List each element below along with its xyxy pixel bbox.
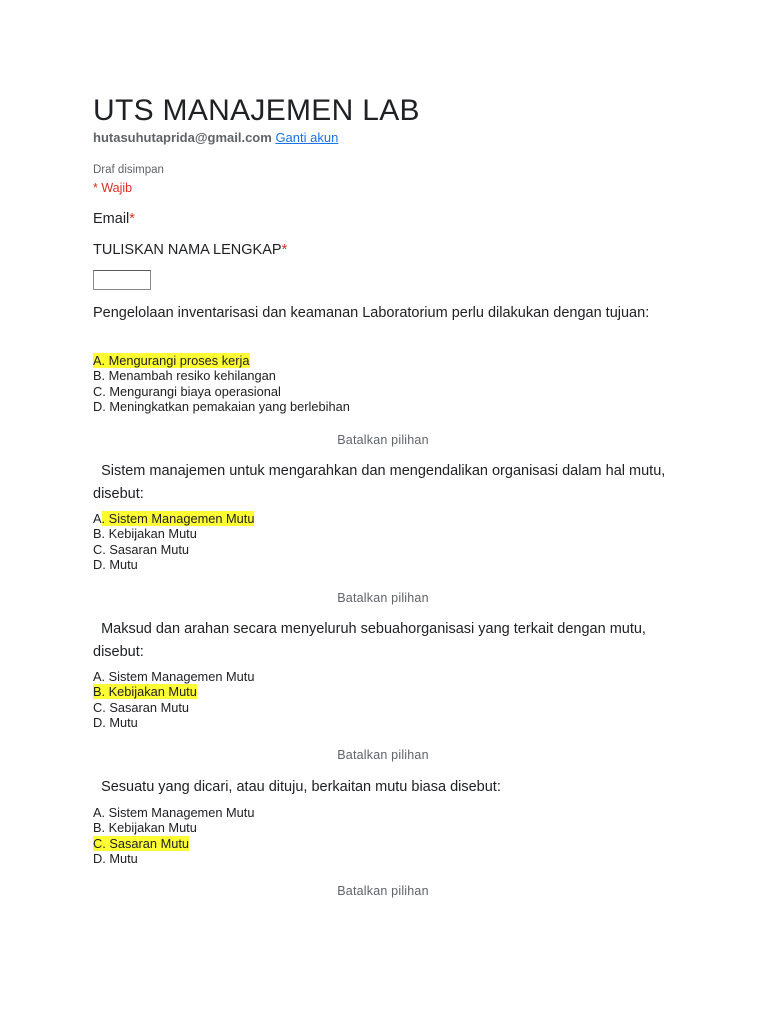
option-label: D. Mutu — [93, 850, 138, 866]
option-label-selected: C. Sasaran Mutu — [93, 835, 190, 851]
question-3-text: Maksud dan arahan secara menyeluruh sebuahorganisasi yang terkait dengan mutu, disebut: — [93, 621, 650, 660]
option-label: D. Mutu — [93, 714, 138, 730]
clear-selection-button[interactable]: Batalkan pilihan — [337, 591, 429, 605]
option-label: B. Kebijakan Mutu — [93, 820, 197, 836]
option-item[interactable] — [93, 700, 254, 715]
question-3-options — [93, 669, 254, 730]
option-label: C. Sasaran Mutu — [93, 699, 190, 715]
option-label-selected: . Sistem Managemen Mutu — [101, 511, 255, 526]
option-item[interactable] — [93, 820, 254, 835]
question-1-options — [93, 353, 350, 414]
option-item[interactable] — [93, 715, 254, 730]
option-label-selected: B. Kebijakan Mutu — [93, 684, 197, 700]
option-item[interactable] — [93, 542, 254, 557]
question-4-options — [93, 805, 254, 866]
option-item[interactable] — [93, 368, 350, 383]
option-label: B. Kebijakan Mutu — [93, 526, 197, 542]
option-item[interactable] — [93, 353, 350, 368]
option-item[interactable] — [93, 557, 254, 572]
option-item[interactable] — [93, 399, 350, 414]
option-label-selected: A. Mengurangi proses kerja — [93, 353, 250, 368]
form-title: UTS MANAJEMEN LAB — [93, 94, 420, 127]
email-label-text: Email — [93, 211, 130, 227]
option-label: A. Sistem Managemen Mutu — [93, 805, 255, 820]
name-required-star: * — [281, 242, 288, 258]
name-label-text: TULISKAN NAMA LENGKAP — [93, 242, 282, 258]
question-1-text: Pengelolaan inventarisasi dan keamanan Laboratorium perlu dilakukan dengan tujuan: — [93, 305, 650, 321]
option-item[interactable] — [93, 511, 254, 526]
switch-account-link[interactable]: Ganti akun — [275, 130, 339, 145]
full-name-input[interactable] — [93, 270, 151, 290]
email-label — [93, 211, 135, 227]
option-item[interactable] — [93, 805, 254, 820]
option-prefix: A — [93, 511, 102, 526]
option-label: B. Menambah resiko kehilangan — [93, 368, 276, 384]
question-2-options — [93, 511, 254, 572]
option-item[interactable] — [93, 669, 254, 684]
account-email: hutasuhutaprida@gmail.com — [93, 130, 272, 145]
option-label: D. Meningkatkan pemakaian yang berlebihan — [93, 398, 350, 414]
name-label — [93, 242, 287, 258]
option-item[interactable] — [93, 384, 350, 399]
option-item[interactable] — [93, 836, 254, 851]
account-bar — [93, 130, 338, 145]
clear-selection-button[interactable]: Batalkan pilihan — [337, 748, 429, 762]
draft-status: Draf disimpan — [93, 164, 164, 176]
question-2-text: Sistem manajemen untuk mengarahkan dan mengendalikan organisasi dalam hal mutu, disebut: — [93, 463, 670, 502]
email-required-star: * — [129, 211, 135, 227]
question-4-text: Sesuatu yang dicari, atau dituju, berkaitan mutu biasa disebut: — [93, 779, 501, 795]
option-label: A. Sistem Managemen Mutu — [93, 669, 255, 684]
option-label: C. Sasaran Mutu — [93, 541, 190, 557]
option-item[interactable] — [93, 526, 254, 541]
clear-selection-button[interactable]: Batalkan pilihan — [337, 884, 429, 898]
clear-selection-button[interactable]: Batalkan pilihan — [337, 433, 429, 447]
option-label: C. Mengurangi biaya operasional — [93, 383, 281, 399]
option-item[interactable] — [93, 851, 254, 866]
option-label: D. Mutu — [93, 556, 138, 572]
option-item[interactable] — [93, 684, 254, 699]
required-note: * Wajib — [93, 181, 133, 195]
